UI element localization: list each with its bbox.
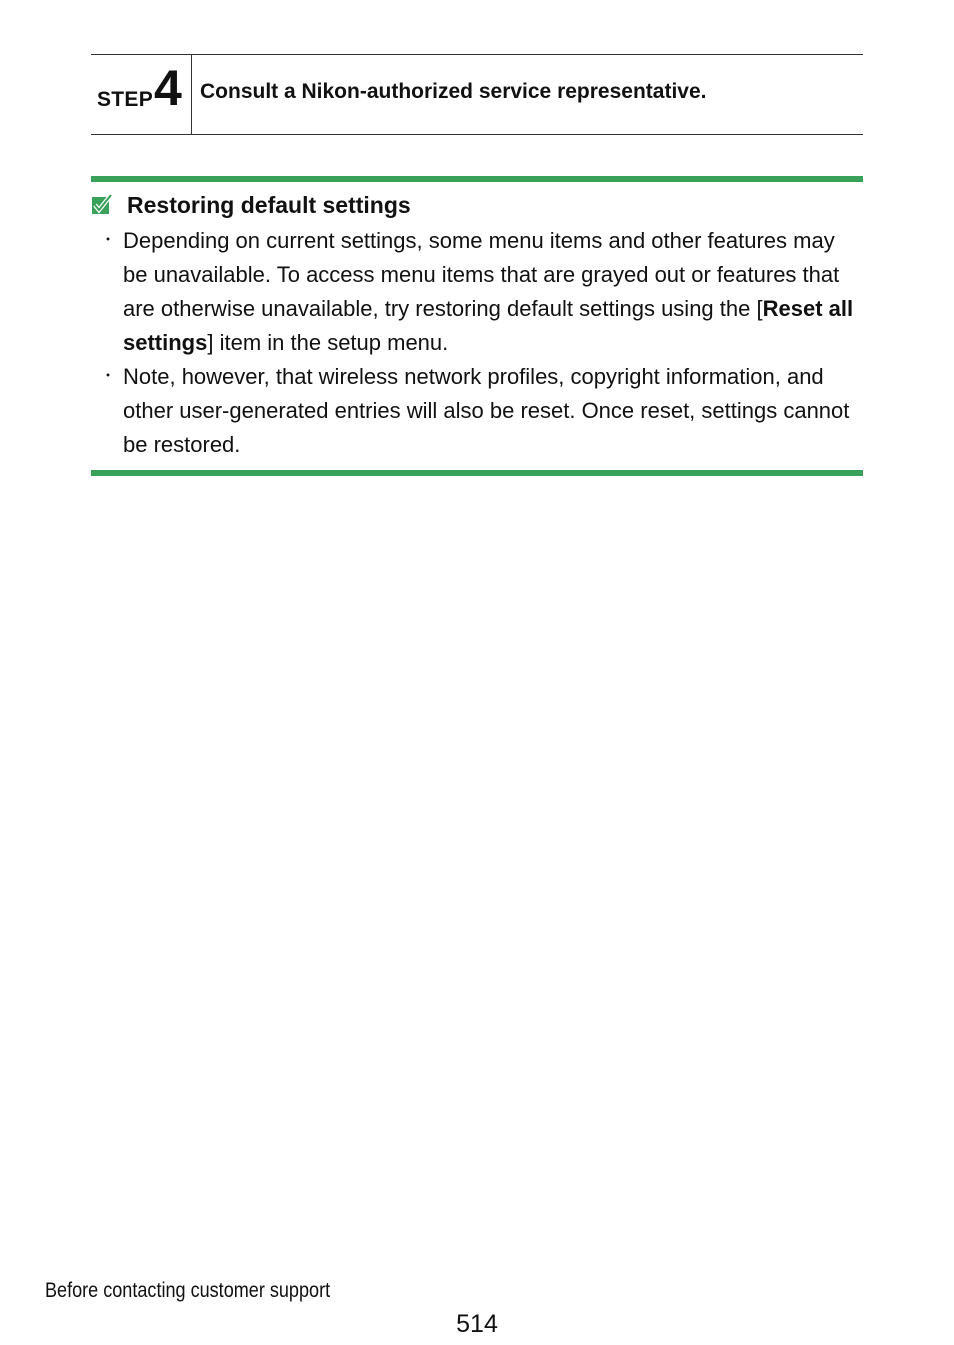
step-instruction: Consult a Nikon-authorized service representative. (200, 80, 707, 103)
check-box-icon (91, 194, 113, 216)
reset-all-settings-label: Reset all settings (123, 296, 854, 355)
note-heading-text: Restoring default settings (127, 191, 411, 218)
note-box (91, 176, 863, 476)
note-heading (91, 190, 863, 220)
page-number: 514 (456, 1310, 498, 1338)
bullet: ・ (100, 368, 117, 385)
step-word: STEP (97, 88, 154, 111)
bullet: ・ (100, 232, 117, 249)
note-item (91, 224, 863, 360)
note-item (91, 360, 863, 462)
step-block (91, 54, 863, 135)
step-label (91, 55, 192, 134)
note-item-text: Note, however, that wireless network profiles, copyright information, and other user-generated entries will also be reset. Once reset, settings cannot be restored. (123, 364, 850, 457)
footer-section-title: Before contacting customer support (45, 1279, 331, 1302)
note-item-text: Depending on current settings, some menu items and other features may be unavailable. To access menu items that are grayed out or features that are otherwise unavailable, try restoring default settings using the [ (123, 228, 840, 321)
step-number: 4 (154, 60, 182, 116)
note-item-text-after: ] item in the setup menu. (207, 330, 449, 355)
note-list (91, 224, 863, 462)
